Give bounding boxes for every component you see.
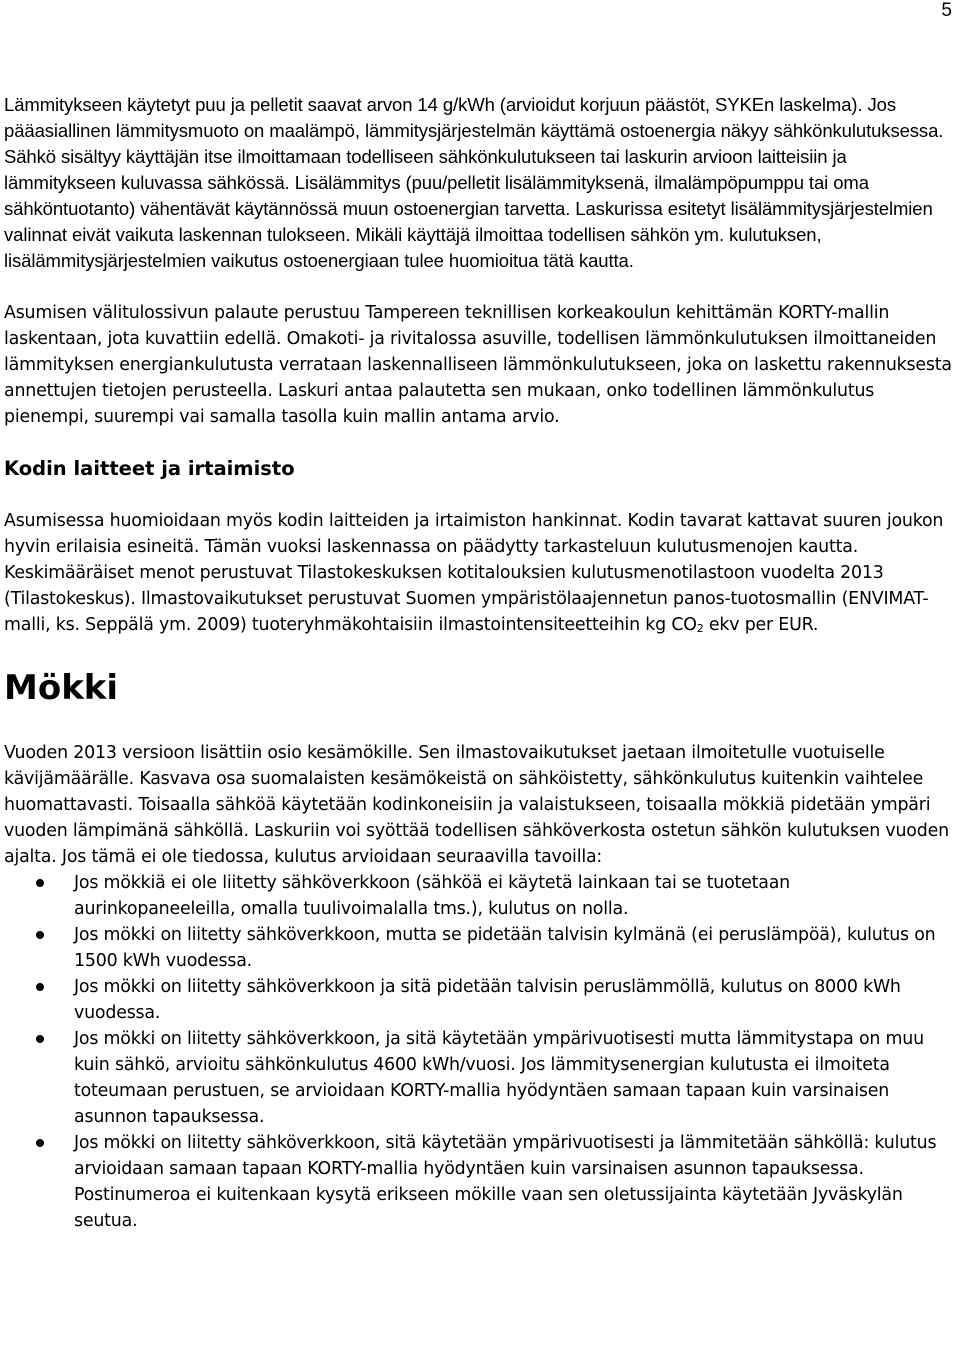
appliances-text-end: ekv per EUR.: [703, 615, 819, 635]
list-item-text: Jos mökki on liitetty sähköverkkoon ja sitä pidetään talvisin peruslämmöllä, kulutus on 8000 kWh vuodessa.: [74, 977, 901, 1023]
document-body: [4, 92, 956, 1234]
list-item-text: Jos mökki on liitetty sähköverkkoon, sitä käytetään ympärivuotisesti ja lämmitetään sähköllä: kulutus arvioidaan samaan tapaan KORTY-mallia hyödyntäen kuin varsinaisen asunnon tapauksessa. Postinumeroa ei kuitenkaan kysytä erikseen mökille vaan sen oletussijainta käytetään Jyväskylän seutua.: [74, 1133, 937, 1231]
cottage-heading: Mökki: [4, 668, 119, 708]
feedback-paragraph: Asumisen välitulossivun palaute perustuu Tampereen teknillisen korkeakoulun kehittämän KORTY-mallin laskentaan, jota kuvattiin edellä. Omakoti- ja rivitalossa asuville, todellisen lämmönkulutuksen ilmoittaneiden lämmityksen energiankulutusta verrataan laskennalliseen lämmönkulutukseen, joka on laskettu rakennuksesta annettujen tietojen perusteella. Laskuri antaa palautetta sen mukaan, onko todellinen lämmönkulutus pienempi, suurempi vai samalla tasolla kuin mallin antama arvio.: [4, 303, 952, 427]
heating-paragraph: Lämmitykseen käytetyt puu ja pelletit saavat arvon 14 g/kWh (arvioidut korjuun päästöt, SYKEn laskelma). Jos pääasiallinen lämmitysmuoto on maalämpö, lämmitysjärjestelmän käyttämä ostoenergia näkyy sähkönkulutuksessa. Sähkö sisältyy käyttäjän itse ilmoittamaan todelliseen sähkönkulutukseen tai laskurin arvioon laitteisiin ja lämmitykseen kuluvassa sähkössä. Lisälämmitys (puu/pelletit lisälämmityksenä, ilmalämpöpumppu tai oma sähköntuotanto) vähentävät käytännössä muun ostoenergian tarvetta. Laskurissa esitetyt lisälämmitysjärjestelmien valinnat eivät vaikuta laskennan tulokseen. Mikäli käyttäjä ilmoittaa todellisen sähkön ym. kulutuksen, lisälämmitysjärjestelmien vaikutus ostoenergiaan tulee huomioitua tätä kautta.: [4, 94, 944, 271]
bullet-icon: [36, 1035, 44, 1043]
appliances-heading: Kodin laitteet ja irtaimisto: [4, 457, 295, 480]
cottage-bullet-list: [4, 870, 956, 1234]
list-item-text: Jos mökki on liitetty sähköverkkoon, mutta se pidetään talvisin kylmänä (ei peruslämpöä), kulutus on 1500 kWh vuodessa.: [74, 925, 936, 971]
list-item: [4, 1026, 956, 1130]
list-item: [4, 1130, 956, 1234]
list-item-text: Jos mökki on liitetty sähköverkkoon, ja sitä käytetään ympärivuotisesti mutta lämmitystapa on muu kuin sähkö, arvioitu sähkönkulutus 4600 kWh/vuosi. Jos lämmitysenergian kulutusta ei ilmoiteta toteumaan perustuen, se arvioidaan KORTY-mallia hyödyntäen samaan tapaan kuin varsinaisen asunnon tapauksessa.: [74, 1029, 924, 1127]
co2-subscript: 2: [696, 622, 704, 635]
appliances-paragraph: [4, 508, 956, 642]
bullet-icon: [36, 931, 44, 939]
list-item: [4, 870, 956, 922]
bullet-icon: [36, 879, 44, 887]
list-item: [4, 922, 956, 974]
cottage-paragraph: Vuoden 2013 versioon lisättiin osio kesämökille. Sen ilmastovaikutukset jaetaan ilmoitetulle vuotuiselle kävijämäärälle. Kasvava osa suomalaisten kesämökeistä on sähköistetty, sähkönkulutus kuitenkin vaihtelee huomattavasti. Toisaalla sähköä käytetään kodinkoneisiin ja valaistukseen, toisaalla mökkiä pidetään ympäri vuoden lämpimänä sähköllä. Laskuriin voi syöttää todellisen sähköverkosta ostetun sähkön kulutuksen vuoden ajalta. Jos tämä ei ole tiedossa, kulutus arvioidaan seuraavilla tavoilla:: [4, 743, 949, 867]
list-item-text: Jos mökkiä ei ole liitetty sähköverkkoon (sähköä ei käytetä lainkaan tai se tuotetaan aurinkopaneeleilla, omalla tuulivoimalalla tms.), kulutus on nolla.: [74, 873, 790, 919]
appliances-text: Asumisessa huomioidaan myös kodin laitteiden ja irtaimiston hankinnat. Kodin tavarat kattavat suuren joukon hyvin erilaisia esineitä. Tämän vuoksi laskennassa on päädytty tarkasteluun kulutusmenojen kautta. Keskimääräiset menot perustuvat Tilastokeskuksen kotitalouksien kulutusmenotilastoon vuodelta 2013 (Tilastokeskus). Ilmastovaikutukset perustuvat Suomen ympäristölaajennetun panos-tuotosmallin (ENVIMAT-malli, ks. Seppälä ym. 2009) tuoteryhmäkohtaisiin ilmastointensiteetteihin kg CO: [4, 511, 944, 635]
bullet-icon: [36, 983, 44, 991]
list-item: [4, 974, 956, 1026]
page-number: 5: [941, 0, 952, 21]
bullet-icon: [36, 1139, 44, 1147]
